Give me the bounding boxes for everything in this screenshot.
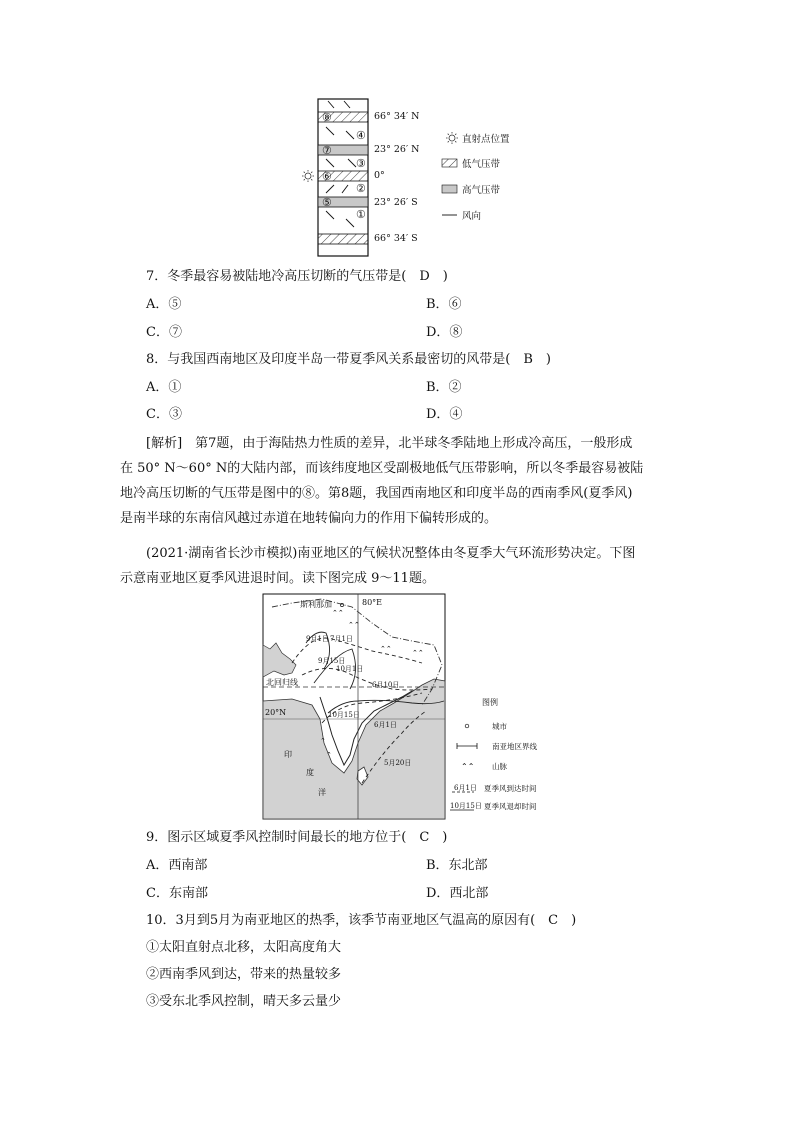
legend-mountain-label: 山脉	[492, 762, 507, 771]
q9-option-c: C．东南部	[146, 886, 208, 901]
lat-label-66n: 66° 34′ N	[374, 111, 420, 122]
legend-sun-label: 直射点位置	[462, 134, 510, 145]
q8-stem: 8．与我国西南地区及印度半岛一带夏季风关系最密切的风带是( B )	[146, 352, 551, 367]
legend-city-icon	[465, 724, 469, 728]
q10-item-1: ①太阳直射点北移，太阳高度角大	[146, 940, 342, 955]
q8-option-c: C．③	[146, 407, 182, 422]
ocean-label-3: 洋	[318, 788, 326, 797]
legend-retreat-date: 10月15日	[450, 802, 482, 810]
date-label-jun1: 6月1日	[374, 721, 397, 729]
svg-text:⌃⌃: ⌃⌃	[380, 645, 392, 653]
analysis-line-3: 地冷高压切断的气压带是图中的⑧。第8题，我国西南地区和印度半岛的西南季风(夏季风)	[120, 486, 633, 501]
q8-option-b: B．②	[426, 380, 462, 395]
legend-boundary-label: 南亚地区界线	[492, 742, 537, 751]
date-label-sep1: 9月1日	[306, 635, 329, 643]
meridian-label: 80°E	[362, 598, 383, 607]
q10-item-3: ③受东北季风控制，晴天多云量少	[146, 994, 342, 1009]
q8-option-a: A．①	[146, 380, 182, 395]
date-label-sep15: 9月15日	[318, 657, 346, 665]
belt-low-south	[318, 234, 368, 244]
q7-option-c: C．⑦	[146, 325, 182, 340]
legend-high-swatch	[442, 185, 457, 193]
q9-option-b: B．东北部	[426, 858, 488, 873]
svg-text:⌃⌃: ⌃⌃	[332, 609, 344, 617]
legend-high-label: 高气压带	[462, 185, 501, 196]
belt-label-6: ⑥	[322, 170, 332, 183]
legend-sun-icon	[446, 132, 458, 144]
legend-wind-label: 风向	[462, 211, 482, 222]
q7-option-d: D．⑧	[426, 325, 463, 340]
svg-text:⌃⌃: ⌃⌃	[348, 621, 360, 629]
intro-line-2: 示意南亚地区夏季风进退时间。读下图完成 9～11题。	[120, 571, 435, 586]
belt-label-3: ③	[356, 157, 366, 170]
q9-option-d: D．西北部	[426, 886, 489, 901]
pressure-belt-diagram	[300, 95, 540, 260]
q7-option-b: B．⑥	[426, 297, 462, 312]
q7-option-a: A．⑤	[146, 297, 182, 312]
belt-label-1: ①	[356, 208, 366, 221]
legend-boundary-icon	[457, 743, 477, 749]
lat-label-23n: 23° 26′ N	[374, 144, 420, 155]
analysis-line-2: 在 50° N～60° N的大陆内部，而该纬度地区受副极地低气压带影响，所以冬季最容易被陆	[120, 461, 644, 476]
analysis-paragraph	[120, 431, 680, 531]
ocean-label-2: 度	[306, 768, 314, 777]
q7-stem: 7．冬季最容易被陆地冷高压切断的气压带是( D )	[146, 269, 448, 284]
parallel-label: 20°N	[265, 708, 287, 717]
legend-arrive-label: 夏季风到达时间	[484, 784, 537, 793]
analysis-line-1: [解析] 第7题，由于海陆热力性质的差异，北半球冬季陆地上形成冷高压，一般形成	[146, 436, 633, 451]
legend	[442, 132, 510, 222]
date-label-jun10: 6月10日	[372, 681, 400, 689]
legend-arrive-date: 6月1日	[454, 784, 477, 792]
lat-label-23s: 23° 26′ S	[374, 197, 418, 208]
svg-text:⌃⌃: ⌃⌃	[412, 649, 424, 657]
svg-text:⌃: ⌃	[320, 737, 326, 745]
intro-paragraph	[120, 541, 680, 591]
sun-icon	[302, 170, 314, 182]
q10-stem: 10．3月到5月为南亚地区的热季，该季节南亚地区气温高的原因有( C )	[146, 913, 577, 928]
city-label: 斯利那加	[300, 600, 332, 609]
date-label-jul1: 7月1日	[330, 635, 353, 643]
tropic-label: 北回归线	[266, 678, 298, 687]
legend-title: 图例	[482, 698, 498, 707]
belt-label-7: ⑦	[322, 144, 332, 157]
svg-text:⌃: ⌃	[326, 751, 332, 759]
belt-label-2: ②	[356, 182, 366, 195]
date-label-may20: 5月20日	[384, 759, 412, 767]
ocean-label-1: 印	[284, 750, 292, 759]
q10-item-2: ②西南季风到达，带来的热量较多	[146, 967, 342, 982]
date-label-oct15: 10月15日	[328, 711, 360, 719]
q9-stem: 9．图示区域夏季风控制时间最长的地方位于( C )	[146, 830, 448, 845]
q9-option-a: A．西南部	[146, 858, 208, 873]
lat-label-66s: 66° 34′ S	[374, 233, 418, 244]
legend-retreat-label: 夏季风退却时间	[484, 802, 537, 811]
south-asia-monsoon-map	[262, 593, 562, 821]
legend-city-label: 城市	[492, 722, 507, 731]
map-legend	[450, 697, 537, 811]
belt-label-8: ⑧	[322, 111, 332, 124]
belt-label-5: ⑤	[322, 196, 332, 209]
date-label-oct1: 10月1日	[336, 665, 364, 673]
legend-low-swatch	[442, 159, 457, 167]
belt-label-4: ④	[356, 129, 366, 142]
q8-option-d: D．④	[426, 407, 463, 422]
legend-mountain-icon: ⌃⌃	[461, 762, 475, 771]
legend-low-label: 低气压带	[462, 159, 501, 170]
analysis-line-4: 是南半球的东南信风越过赤道在地转偏向力的作用下偏转形成的。	[120, 511, 498, 526]
intro-line-1: (2021·湖南省长沙市模拟)南亚地区的气候状况整体由冬夏季大气环流形势决定。下图	[146, 546, 636, 561]
lat-label-equator: 0°	[374, 170, 385, 181]
